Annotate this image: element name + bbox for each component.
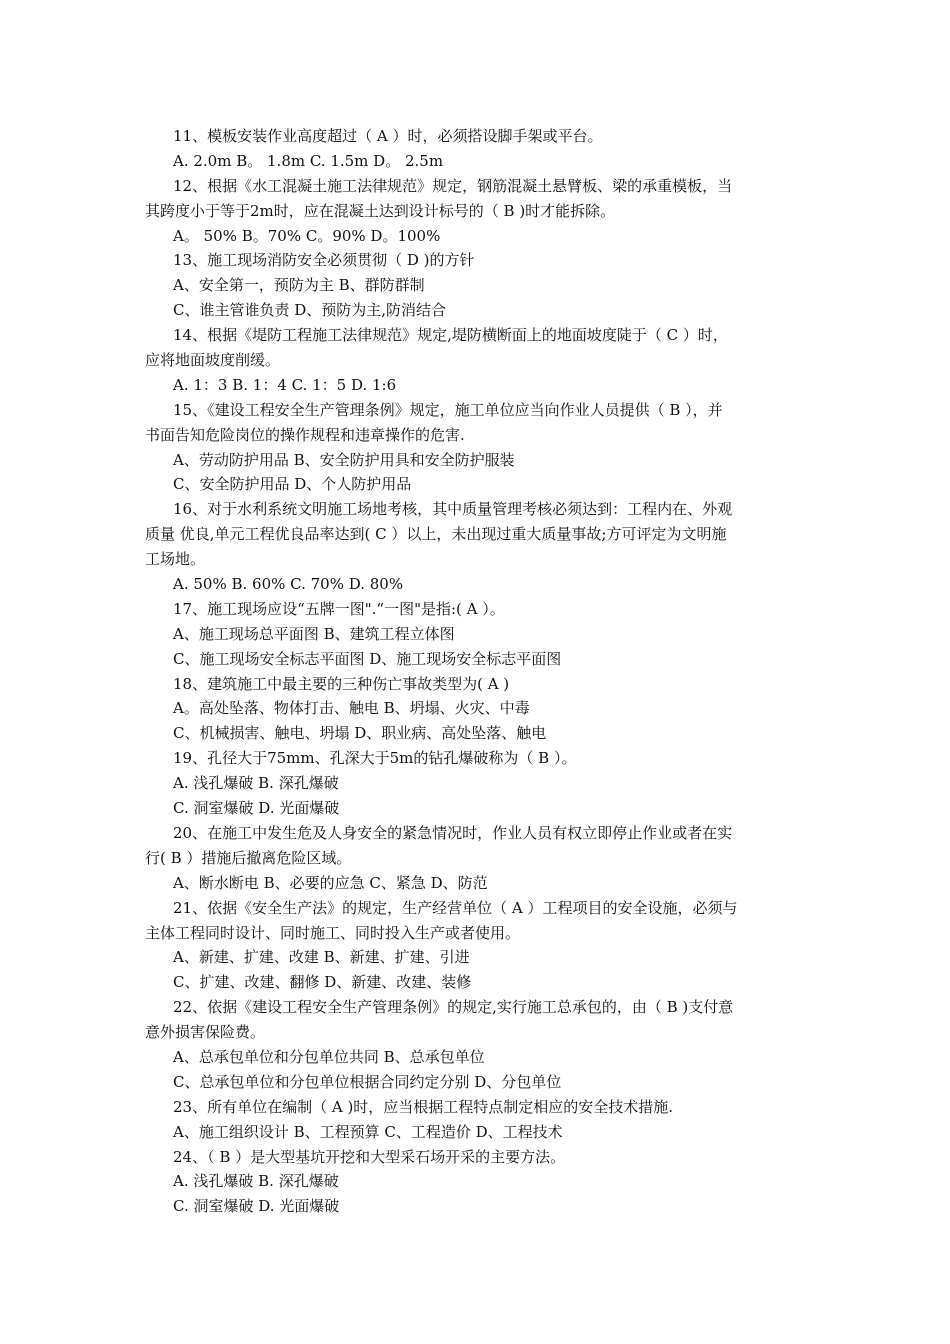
text-line: C. 洞室爆破 D. 光面爆破 [173, 799, 340, 818]
text-line: 质量 优良,单元工程优良品率达到( C ）以上，未出现过重大质量事故;方可评定为文明施 [145, 525, 727, 544]
text-line: 11、模板安装作业高度超过（ A ）时，必须搭设脚手架或平台。 [173, 127, 603, 145]
text-line: C、施工现场安全标志平面图 D、施工现场安全标志平面图 [173, 649, 562, 668]
text-line: 21、依据《安全生产法》的规定，生产经营单位（ A ）工程项目的安全设施，必须与 [173, 898, 738, 917]
text-line: A. 1：3 B. 1：4 C. 1：5 D. 1:6 [173, 375, 397, 394]
text-line: C、谁主管谁负责 D、预防为主,防消结合 [173, 301, 447, 320]
text-line: A、总承包单位和分包单位共同 B、总承包单位 [173, 1047, 485, 1066]
text-line: 22、依据《建设工程安全生产管理条例》的规定,实行施工总承包的，由（ B )支付意 [173, 998, 734, 1017]
text-line: 14、根据《堤防工程施工法律规范》规定,堤防横断面上的地面坡度陡于（ C ）时， [173, 326, 728, 345]
text-line: 12、根据《水工混凝土施工法律规范》规定，钢筋混凝土悬臂板、梁的承重模板，当 [173, 176, 733, 195]
text-line: 15、《建设工程安全生产管理条例》规定，施工单位应当向作业人员提供（ B ），并 [173, 400, 723, 419]
text-line: A、断水断电 B、必要的应急 C、紧急 D、防范 [173, 873, 488, 892]
text-line: 20、在施工中发生危及人身安全的紧急情况时，作业人员有权立即停止作业或者在实 [173, 823, 733, 842]
text-line: A。高处坠落、物体打击、触电 B、坍塌、火灾、中毒 [173, 699, 530, 718]
text-line: C、扩建、改建、翻修 D、新建、改建、装修 [173, 973, 472, 992]
text-line: 16、对于水利系统文明施工场地考核，其中质量管理考核必须达到：工程内在、外观 [173, 500, 733, 519]
text-line: 13、施工现场消防安全必须贯彻（ D )的方针 [173, 251, 475, 270]
text-line: A、新建、扩建、改建 B、新建、扩建、引进 [173, 948, 470, 967]
text-line: A. 50% B. 60% C. 70% D. 80% [173, 575, 404, 594]
text-line: C、机械损害、触电、坍塌 D、职业病、高处坠落、触电 [173, 724, 547, 743]
text-line: C. 洞室爆破 D. 光面爆破 [173, 1197, 340, 1216]
text-line: 工场地。 [145, 550, 206, 569]
text-line: A、安全第一，预防为主 B、群防群制 [173, 276, 425, 295]
text-line: A、施工组织设计 B、工程预算 C、工程造价 D、工程技术 [173, 1122, 563, 1141]
text-line: C、安全防护用品 D、个人防护用品 [173, 475, 412, 494]
text-line: A、劳动防护用品 B、安全防护用具和安全防护服装 [173, 450, 515, 469]
text-line: 24、（ B ）是大型基坑开挖和大型采石场开采的主要方法。 [173, 1147, 566, 1166]
text-line: 17、施工现场应设“五牌一图".“一图"是指:( A ）。 [173, 599, 505, 618]
document-body [145, 124, 810, 1219]
text-line: 其跨度小于等于2m时，应在混凝土达到设计标号的（ B )时才能拆除。 [145, 201, 616, 220]
text-line: 主体工程同时设计、同时施工、同时投入生产或者使用。 [145, 923, 521, 942]
text-line: 行( B ）措施后撤离危险区域。 [145, 848, 352, 867]
text-line: A、施工现场总平面图 B、建筑工程立体图 [173, 624, 455, 643]
text-line: C、总承包单位和分包单位根据合同约定分别 D、分包单位 [173, 1072, 562, 1091]
text-line: A. 浅孔爆破 B. 深孔爆破 [173, 774, 339, 793]
text-line: 19、孔径大于75mm、孔深大于5m的钻孔爆破称为（ B ）。 [173, 749, 577, 768]
text-line: 23、所有单位在编制（ A )时，应当根据工程特点制定相应的安全技术措施. [173, 1097, 674, 1116]
text-line: A. 浅孔爆破 B. 深孔爆破 [173, 1172, 339, 1191]
text-line: 18、建筑施工中最主要的三种伤亡事故类型为( A ) [173, 674, 510, 693]
text-line: 书面告知危险岗位的操作规程和违章操作的危害. [145, 425, 465, 444]
text-line: A。 50% B。70% C。90% D。100% [173, 226, 441, 245]
text-line: A. 2.0m B。 1.8m C. 1.5m D。 2.5m [173, 151, 444, 170]
text-line: 意外损害保险费。 [145, 1023, 266, 1042]
text-line: 应将地面坡度削缓。 [145, 351, 281, 370]
